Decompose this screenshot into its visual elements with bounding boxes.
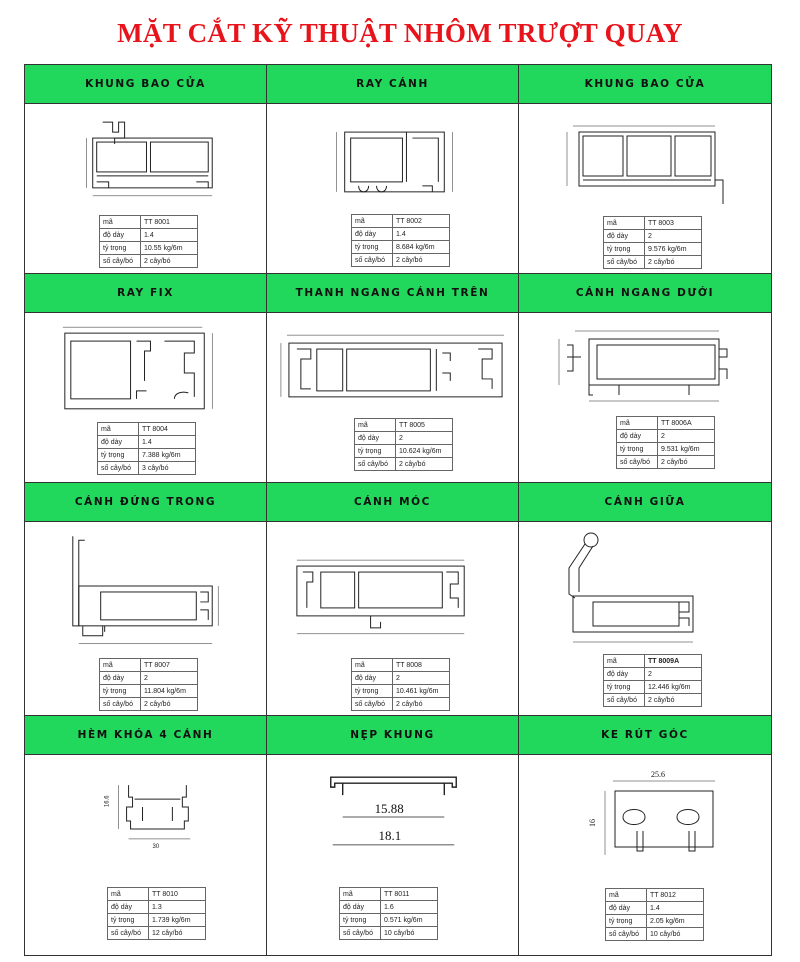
spec-row xyxy=(604,243,702,256)
spec-value: 10 cây/bó xyxy=(381,927,438,940)
spec-label: tỷ trọng xyxy=(606,915,647,928)
spec-row xyxy=(352,228,450,241)
spec-value: 12.446 kg/6m xyxy=(645,681,702,694)
spec-row xyxy=(617,443,715,456)
spec-row xyxy=(604,256,702,269)
spec-label: số cây/bó xyxy=(108,927,149,940)
spec-value: 12 cây/bó xyxy=(149,927,206,940)
spec-row xyxy=(606,889,704,902)
spec-row xyxy=(108,927,206,940)
spec-label: tỷ trọng xyxy=(340,914,381,927)
profile-drawing xyxy=(25,104,266,204)
spec-value: 10.461 kg/6m xyxy=(393,685,450,698)
spec-label: mã xyxy=(355,419,396,432)
profile-drawing xyxy=(25,522,266,652)
spec-label: số cây/bó xyxy=(604,256,645,269)
spec-label: độ dày xyxy=(100,672,141,685)
spec-label: mã xyxy=(617,417,658,430)
spec-row xyxy=(100,659,198,672)
spec-value: TT 8003 xyxy=(645,217,702,230)
spec-label: mã xyxy=(352,215,393,228)
spec-value: 2 xyxy=(393,672,450,685)
spec-row xyxy=(100,672,198,685)
spec-value: 9.531 kg/6m xyxy=(658,443,715,456)
page-title: MẶT CẮT KỸ THUẬT NHÔM TRƯỢT QUAY xyxy=(117,18,683,48)
spec-label: mã xyxy=(100,659,141,672)
spec-value: 10.55 kg/6m xyxy=(141,242,198,255)
spec-table xyxy=(605,888,704,941)
spec-value: 1.4 xyxy=(393,228,450,241)
profile-name: NẸP KHUNG xyxy=(267,716,518,755)
spec-row xyxy=(604,694,702,707)
profile-drawing xyxy=(519,104,771,204)
profile-card-8003 xyxy=(519,65,771,274)
spec-row xyxy=(355,458,453,471)
spec-label: tỷ trọng xyxy=(108,914,149,927)
spec-label: mã xyxy=(352,659,393,672)
profile-name: KE RÚT GÓC xyxy=(519,716,771,755)
spec-value: 2.05 kg/6m xyxy=(647,915,704,928)
spec-row xyxy=(604,668,702,681)
dim-hem-width: 30 xyxy=(152,843,160,850)
spec-label: mã xyxy=(100,216,141,229)
spec-label: tỷ trọng xyxy=(617,443,658,456)
spec-row xyxy=(604,217,702,230)
spec-table xyxy=(107,887,206,940)
spec-label: tỷ trọng xyxy=(355,445,396,458)
profile-name: RAY FIX xyxy=(25,274,266,313)
spec-value: TT 8007 xyxy=(141,659,198,672)
spec-table xyxy=(603,216,702,269)
spec-value: TT 8010 xyxy=(149,888,206,901)
spec-row xyxy=(352,685,450,698)
dim-hem-height: 16.6 xyxy=(104,795,111,808)
spec-label: độ dày xyxy=(108,901,149,914)
spec-value: TT 8011 xyxy=(381,888,438,901)
profile-grid xyxy=(24,64,772,956)
spec-label: số cây/bó xyxy=(617,456,658,469)
profile-name: CÁNH NGANG DƯỚI xyxy=(519,274,771,313)
profile-card-8007 xyxy=(25,483,267,716)
spec-row xyxy=(617,417,715,430)
spec-value: 2 cây/bó xyxy=(393,254,450,267)
spec-row xyxy=(108,901,206,914)
spec-value: 2 cây/bó xyxy=(645,256,702,269)
spec-table xyxy=(603,654,702,707)
spec-label: mã xyxy=(604,655,645,668)
spec-label: độ dày xyxy=(100,229,141,242)
spec-label: tỷ trọng xyxy=(100,242,141,255)
profile-card-8001 xyxy=(25,65,267,274)
spec-table xyxy=(616,416,715,469)
spec-row xyxy=(606,928,704,941)
spec-table xyxy=(99,658,198,711)
spec-value: 2 cây/bó xyxy=(396,458,453,471)
spec-value: 2 xyxy=(645,230,702,243)
profile-name: CÁNH ĐỨNG TRONG xyxy=(25,483,266,522)
profile-name: CÁNH GIỮA xyxy=(519,483,771,522)
profile-name: KHUNG BAO CỬA xyxy=(25,65,266,104)
spec-label: số cây/bó xyxy=(340,927,381,940)
spec-value: 1.4 xyxy=(141,229,198,242)
spec-value: 7.388 kg/6m xyxy=(139,449,196,462)
dim-nep-outer: 18.1 xyxy=(378,827,402,843)
spec-table xyxy=(97,422,196,475)
spec-value: 10 cây/bó xyxy=(647,928,704,941)
spec-value: 2 xyxy=(141,672,198,685)
profile-card-8008 xyxy=(267,483,519,716)
spec-row xyxy=(352,672,450,685)
spec-label: số cây/bó xyxy=(100,255,141,268)
spec-table xyxy=(354,418,453,471)
spec-value: TT 8002 xyxy=(393,215,450,228)
profile-name: THANH NGANG CÁNH TRÊN xyxy=(267,274,518,313)
spec-value: 0.571 kg/6m xyxy=(381,914,438,927)
profile-drawing xyxy=(519,755,771,885)
dim-ke-width: 25.6 xyxy=(651,770,665,779)
profile-card-8011 xyxy=(267,716,519,955)
spec-row xyxy=(100,685,198,698)
profile-name: KHUNG BAO CỬA xyxy=(519,65,771,104)
profile-drawing xyxy=(267,522,518,652)
spec-row xyxy=(355,419,453,432)
spec-value: 2 xyxy=(396,432,453,445)
spec-value: TT 8012 xyxy=(647,889,704,902)
spec-table xyxy=(339,887,438,940)
spec-label: độ dày xyxy=(617,430,658,443)
spec-row xyxy=(340,888,438,901)
profile-drawing xyxy=(519,522,771,652)
spec-value: 2 cây/bó xyxy=(141,698,198,711)
spec-row xyxy=(100,698,198,711)
spec-label: số cây/bó xyxy=(606,928,647,941)
spec-row xyxy=(606,902,704,915)
spec-value: 2 cây/bó xyxy=(393,698,450,711)
profile-card-8010 xyxy=(25,716,267,955)
spec-row xyxy=(108,914,206,927)
spec-row xyxy=(604,230,702,243)
spec-row xyxy=(617,456,715,469)
profile-drawing xyxy=(267,313,518,413)
spec-row xyxy=(340,901,438,914)
spec-row xyxy=(98,423,196,436)
spec-value: 2 cây/bó xyxy=(658,456,715,469)
profile-drawing xyxy=(267,104,518,204)
spec-row xyxy=(100,216,198,229)
spec-value: 2 cây/bó xyxy=(141,255,198,268)
spec-label: độ dày xyxy=(604,668,645,681)
spec-label: độ dày xyxy=(352,228,393,241)
spec-value: 2 cây/bó xyxy=(645,694,702,707)
spec-value: 1.4 xyxy=(647,902,704,915)
spec-label: mã xyxy=(604,217,645,230)
profile-card-8006a xyxy=(519,274,771,483)
spec-value: 1.6 xyxy=(381,901,438,914)
profile-card-8004 xyxy=(25,274,267,483)
spec-label: độ dày xyxy=(355,432,396,445)
spec-row xyxy=(340,914,438,927)
spec-label: số cây/bó xyxy=(100,698,141,711)
spec-label: số cây/bó xyxy=(355,458,396,471)
spec-row xyxy=(617,430,715,443)
spec-label: mã xyxy=(98,423,139,436)
spec-label: mã xyxy=(606,889,647,902)
spec-row xyxy=(352,241,450,254)
spec-row xyxy=(100,229,198,242)
spec-value: 2 xyxy=(658,430,715,443)
spec-row xyxy=(98,462,196,475)
spec-value: TT 8006A xyxy=(658,417,715,430)
profile-drawing xyxy=(25,313,266,413)
profile-name: RAY CÁNH xyxy=(267,65,518,104)
spec-row xyxy=(340,927,438,940)
spec-value: 3 cây/bó xyxy=(139,462,196,475)
spec-row xyxy=(355,432,453,445)
spec-row xyxy=(604,681,702,694)
spec-label: số cây/bó xyxy=(604,694,645,707)
spec-label: tỷ trọng xyxy=(98,449,139,462)
spec-label: số cây/bó xyxy=(352,254,393,267)
spec-row xyxy=(108,888,206,901)
spec-value: 8.684 kg/6m xyxy=(393,241,450,254)
spec-label: tỷ trọng xyxy=(352,685,393,698)
profile-card-8009a xyxy=(519,483,771,716)
spec-value: TT 8009A xyxy=(645,655,702,668)
spec-label: độ dày xyxy=(604,230,645,243)
spec-label: độ dày xyxy=(352,672,393,685)
spec-table xyxy=(99,215,198,268)
profile-name: CÁNH MÓC xyxy=(267,483,518,522)
dim-nep-inner: 15.88 xyxy=(374,801,404,817)
spec-row xyxy=(604,655,702,668)
spec-row xyxy=(98,449,196,462)
spec-row xyxy=(352,698,450,711)
spec-row xyxy=(100,255,198,268)
spec-label: số cây/bó xyxy=(352,698,393,711)
spec-label: tỷ trọng xyxy=(604,681,645,694)
spec-row xyxy=(606,915,704,928)
profile-drawing xyxy=(25,755,266,885)
spec-value: TT 8004 xyxy=(139,423,196,436)
spec-value: 1.4 xyxy=(139,436,196,449)
spec-table xyxy=(351,214,450,267)
spec-value: TT 8005 xyxy=(396,419,453,432)
profile-drawing xyxy=(267,755,518,885)
spec-table xyxy=(351,658,450,711)
dim-ke-height: 16 xyxy=(588,819,597,827)
spec-value: 1.739 kg/6m xyxy=(149,914,206,927)
spec-label: mã xyxy=(108,888,149,901)
spec-value: 2 xyxy=(645,668,702,681)
spec-label: tỷ trọng xyxy=(100,685,141,698)
spec-label: số cây/bó xyxy=(98,462,139,475)
spec-value: 10.624 kg/6m xyxy=(396,445,453,458)
spec-value: 1.3 xyxy=(149,901,206,914)
spec-row xyxy=(98,436,196,449)
profile-card-8012 xyxy=(519,716,771,955)
spec-label: tỷ trọng xyxy=(604,243,645,256)
spec-label: độ dày xyxy=(98,436,139,449)
spec-value: TT 8001 xyxy=(141,216,198,229)
profile-card-8002 xyxy=(267,65,519,274)
spec-value: TT 8008 xyxy=(393,659,450,672)
spec-label: mã xyxy=(340,888,381,901)
spec-row xyxy=(352,659,450,672)
spec-row xyxy=(355,445,453,458)
profile-card-8005 xyxy=(267,274,519,483)
profile-drawing xyxy=(519,313,771,413)
spec-value: 11.804 kg/6m xyxy=(141,685,198,698)
spec-row xyxy=(352,254,450,267)
profile-name: HÈM KHÓA 4 CÁNH xyxy=(25,716,266,755)
spec-row xyxy=(100,242,198,255)
spec-label: độ dày xyxy=(340,901,381,914)
spec-value: 9.576 kg/6m xyxy=(645,243,702,256)
spec-label: độ dày xyxy=(606,902,647,915)
spec-label: tỷ trọng xyxy=(352,241,393,254)
spec-row xyxy=(352,215,450,228)
